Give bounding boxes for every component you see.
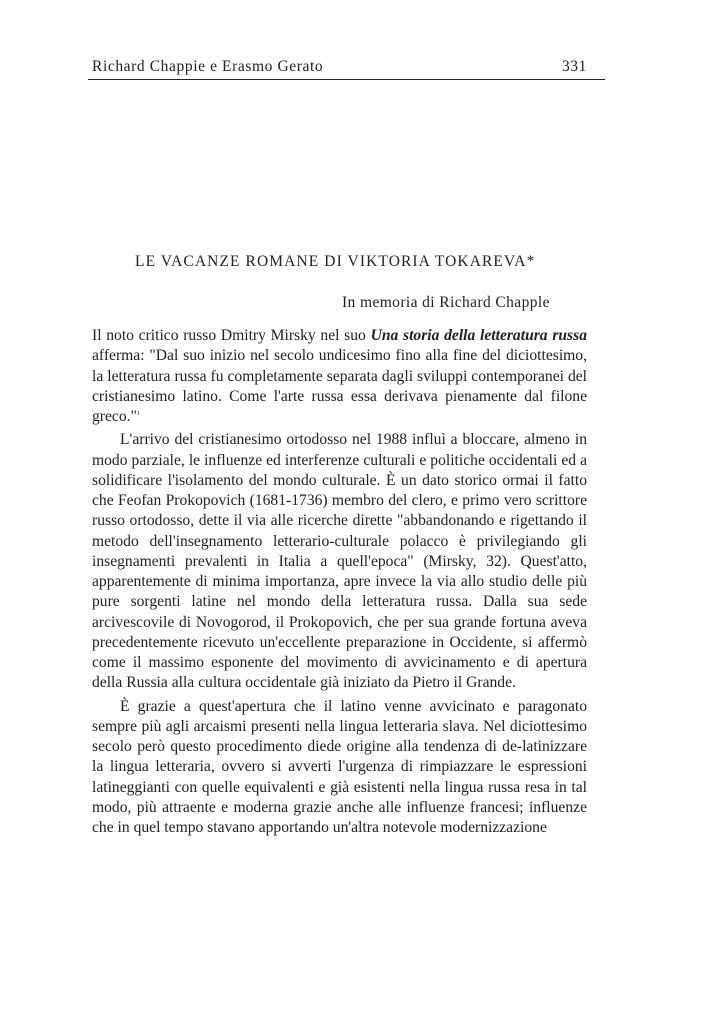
article-title: LE VACANZE ROMANE DI VIKTORIA TOKAREVA*: [135, 253, 536, 270]
footnote-marker: 1: [136, 410, 140, 417]
paragraph-3: È grazie a quest'apertura che il latino venne avvicinato e paragonato sempre più agli arcaismi presenti nella lingua letteraria slava. Nel diciottesimo secolo però questo procedimento diede origine alla tendenza di de-latinizzare la lingua letteraria, ovvero si avverti l'urgenza di rimpiazzare le espressioni latineggianti con quelle equivalenti e già esistenti nella lingua russa resa in tal modo, più attraente e moderna grazie anche alle influenze francesi; influenze che in quel tempo stavano apportando un'altra notevole modernizzazione: [92, 697, 587, 836]
paragraph-2: L'arrivo del cristianesimo ortodosso nel 1988 influì a bloccare, almeno in modo parziale, le influenze ed interferenze culturali e politiche occidentali ed a solidificare l'isolamento del mondo culturale. È un dato storico ormai il fatto che Feofan Prokopovich (1681-1736) membro del clero, e primo vero scrittore russo ortodosso, dette il via alle ricerche dirette "abbandonando e rigettando il metodo dell'insegnamento letterario-culturale polacco è privilegiando gli insegnamenti prevalenti in Italia a quell'epoca" (Mirsky, 32). Quest'atto, apparentemente di minima importanza, apre invece la via allo studio delle più pure sorgenti latine nel mondo della letteratura russa. Dalla sua sede arcivescovile di Novogorod, il Prokopovich, che per sua grande fortuna aveva precedentemente ricevuto un'eccellente preparazione in Occidente, si affermò come il massimo esponente del movimento di avvicinamento e di apertura della Russia alla cultura occidentale già iniziato da Pietro il Grande.: [92, 431, 587, 692]
book-title: Una storia della letteratura russa: [370, 327, 587, 344]
paragraph-1-quote: afferma: "Dal suo inizio nel secolo undicesimo fino alla fine del diciottesimo, la letteratura russa fu completamente separata dagli sviluppi contemporanei del cristianesimo latino. Come l'arte russa essa derivava pienamente dal filone greco.": [92, 347, 587, 425]
running-header: [88, 57, 605, 80]
paragraph-1-intro: Il noto critico russo Dmitry Mirsky nel suo: [92, 327, 371, 344]
paragraph-1: [92, 326, 587, 427]
page-number: 331: [561, 58, 587, 75]
body-text: [92, 326, 587, 838]
dedication: In memoria di Richard Chapple: [342, 294, 550, 311]
header-author: Richard Chappie e Erasmo Gerato: [92, 58, 324, 75]
